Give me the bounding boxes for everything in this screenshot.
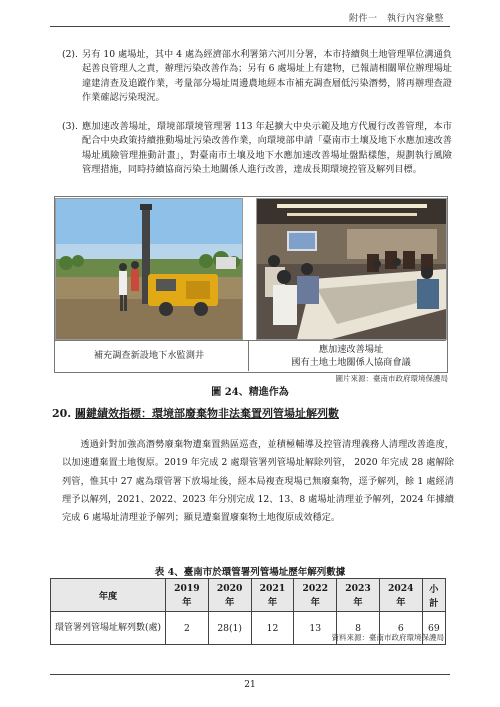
caption-top-rule <box>54 340 446 341</box>
table-title: 表 4、臺南市於環管署列管場址歷年解列數據 <box>154 567 346 578</box>
caption-divider <box>248 340 249 371</box>
table-cell: 6 <box>379 612 422 645</box>
header-cell: 年度 <box>51 579 166 612</box>
item-2-text: 另有 10 處場址，其中 4 處為經濟部水利署第六河川分署，本市持續與土地管理單位溝通負起善良管理人之責，辦理污染改善作為；另有 6 處場址上有建物，已報請相關單位辦理場址違建清查及追蹤作業，考量部分場址周邊農地經本市補充調查層低污染潛勢，將再辦理查證作業確認污染現況。 <box>82 49 452 104</box>
photo-source: 圖片來源：臺南市政府環境保護局 <box>335 374 448 383</box>
table-cell: 2 <box>166 612 209 645</box>
header-cell: 2023 年 <box>337 579 380 612</box>
header-cell: 2024 年 <box>379 579 422 612</box>
page-header: 附件一 執行內容彙整 <box>348 14 444 24</box>
header-cell: 2020 年 <box>208 579 251 612</box>
table-cell: 13 <box>294 612 337 645</box>
header-cell: 小計 <box>422 579 445 612</box>
body-paragraph: 透過針對加強高潛勢廢棄物遭棄置熱區巡查，並積極輔導及控管清理義務人清理改善進度，以加速遭棄置土地復原。2019 年完成 2 處環管署列管場址解除列管， 2020 年完成 28 處解除列管，惟其中 27 處為環管署下放場址後，經本局複查現場已無廢棄物，逕予解列，餘 1 處經清理予以解列，2021、2022、2023 年分別完成 12、13、8 處場址清理並予解列，2024 年據續完成 6 處場址清理並予解列；顯見遭棄置廢棄物土地復原成效穩定。 <box>62 439 454 524</box>
photo-meeting <box>256 198 447 340</box>
header-rule <box>50 26 450 27</box>
section-number: 20. <box>52 407 72 420</box>
section-heading <box>52 405 339 421</box>
page-number: 21 <box>244 680 256 690</box>
header-cell: 2019 年 <box>166 579 209 612</box>
footer-rule <box>50 674 450 675</box>
header-cell: 2022 年 <box>294 579 337 612</box>
header-cell: 2021 年 <box>251 579 294 612</box>
table-source: 資料來源：臺南市政府環境保護局 <box>331 633 444 642</box>
photo-right-caption-line2: 國有土地土地關係人協商會議 <box>291 357 411 368</box>
photo-left-caption: 補充調查新設地下水監測井 <box>93 350 205 361</box>
row-label: 環管署列管場址解列數(處) <box>51 612 166 645</box>
item-2-number: (2). <box>62 49 78 60</box>
section-title: 關鍵績效指標：環境部廢棄物非法棄置列管場址解列數 <box>74 407 339 420</box>
figure-title: 圖 24、精進作為 <box>211 387 289 398</box>
table-cell: 69 <box>422 612 445 645</box>
item-3-text: 應加速改善場址，環境部環境管理署 113 年起擴大中央示範及地方代履行改善管理，本市配合中央政策持續推動場址污染改善作業，向環境部申請「臺南市土壤及地下水應加速改善場址風險管理推動計畫」，對臺南市土壤及地下水應加速改善場址盤點樣態，規劃執行風險管理措施，同時持續協商污染土地關係人進行改善，達成長期環境控管及解列目標。 <box>82 121 452 176</box>
table-cell: 8 <box>337 612 380 645</box>
item-3 <box>62 120 452 178</box>
photo-drilling-rig <box>55 198 243 340</box>
item-2 <box>62 48 452 106</box>
photo-right-caption-line1: 應加速改善場址 <box>318 344 384 355</box>
table-cell: 28(1) <box>208 612 251 645</box>
photo-right-caption <box>256 343 446 369</box>
item-3-number: (3). <box>62 121 78 132</box>
table-header-row <box>51 579 446 612</box>
table-cell: 12 <box>251 612 294 645</box>
